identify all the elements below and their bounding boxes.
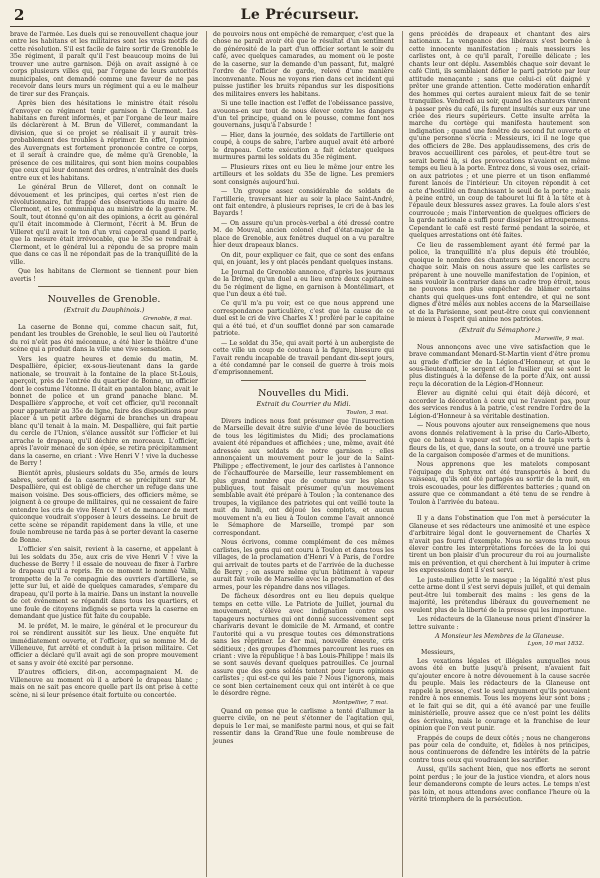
page-number: 2 — [14, 6, 25, 24]
paragraph: Le général Brun de Villeret, dont on connaît le dévouement et les principes, qui certes n'est rien de révolutionnaire, fut frappé des observations du maire de Clermont, et les communiqua au ministre de la guerre. M. Soult, tout étonné qu'on ait des opinions, a écrit au général qu'il était incommode à Clermont, l'écrit à M. Brun de Villeret qu'il avait le ton d'un vrai caporal quand il parle, que la mesure était irrévocable, que le 35e se rendrait à Clermont, et le général lui a répondu de sa propre main que dans ce cas il ne répondait pas de la tranquillité de la ville. — [10, 184, 198, 266]
paragraph: — Hier, dans la journée, des soldats de l'artillerie ont coupé, à coups de sabre, l'arbre auquel avait été arboré le drapeau. Cette exécution a fait éclater quelques murmures parmi les soldats du 35e régiment. — [213, 131, 394, 162]
paragraph: Après bien des hésitations le ministre était résolu d'envoyer ce régiment tenir garnison à Clermont. Les habitans en furent informés, et par l'organe de leur maire ils déclarèrent à M. Brun de Villeret, commandant la division, que si ce projet se réalisait il y aurait très-probablement des troubles à réprimer. En effet, l'opinion des Auvergnats est fortement prononcée contre ce corps, et il serait à craindre que, de même qu'à Grenoble, la présence de ces militaires, qui sont bien moins coupables que ceux qui leur donnent des ordres, n'entraînât des duels entre eux et les habitans. — [10, 100, 198, 182]
dateline: Toulon, 3 mai. — [346, 409, 388, 416]
column-right — [402, 31, 590, 877]
paragraph: Vers les quatre heures et demie du matin, M. Despallière, épicier, ex-sous-lieutenant dans la garde nationale, se trouvait à la fontaine de la place St-Louis, aperçoit, près de l'entrée du quartier de Bonne, un officier dont le costume l'étonne. Il était en pantalon blanc, avait le bonnet de police et un grand panache blanc. M. Despallière s'approche, et voit cet officier, qu'il reconnaît pour appartenir au 35e de ligne, faire des dispositions pour placer à un petit arbre dégarni de branches un drapeau blanc qu'il tenait à la main. M. Despallière, qui fait partie du cercle de l'Union, s'élance aussitôt sur l'officier et lui arrache le drapeau, qu'il déchire en morceaux. L'officier, après l'avoir menacé de son épée, se retira précipitamment dans la caserne, en criant : Vive Henri V ! vive la duchesse de Berry ! — [10, 355, 198, 468]
newspaper-title: Le Précurseur. — [240, 7, 360, 23]
section-divider — [241, 380, 366, 381]
section-source: Extrait du Courrier du Midi. — [256, 399, 351, 408]
paragraph: D'autres officiers, dit-on, accompagnaient M. de Villeneuve au moment où il a arboré le drapeau blanc ; mais on ne sait pas encore quelle part ils ont prise à cette scène, ni si leur présence était fortuite ou concertée. — [10, 669, 198, 699]
section-source: (Extrait du Sémaphore.) — [458, 325, 541, 334]
paragraph: Les vexations légales et illégales auxquelles nous avons été en butte jusqu'à présent, n'avaient fait qu'ajouter encore à notre dévouement à la cause sacrée du peuple. Mais les rédacteurs de la Glaneuse ont rappelé la presse, c'est le seul argument qu'ils pouvaient rendre à nos ennemis. Tous les moyens leur sont bons ; et le fait qui se dit, qui a été avancé par une feuille ministérielle, prouve assez que ce n'est point les délits des écrivains, mais le courage et la franchise de leur opinion que l'on veut punir. — [409, 657, 590, 733]
dateline: Marseille, 9 mai. — [534, 335, 584, 342]
paragraph: Que les habitans de Clermont se tiennent pour bien avertis ! — [10, 268, 198, 283]
section-divider — [38, 286, 170, 287]
masthead — [10, 4, 590, 27]
section-source: (Extrait du Dauphinois.) — [63, 305, 145, 314]
paragraph: — Nous pouvons ajouter aux renseignemens que nous avons donnés relativement à la prise du Carlo-Alberto, que ce bateau à vapeur est tout orné de tapis verts à fleurs de lis, et que, dans la soute, on a trouvé une partie de la cargaison composée d'armes et de munitions. — [409, 422, 590, 460]
paragraph: Les rédacteurs de la Glaneuse nous prient d'insérer la lettre suivante : — [409, 616, 590, 631]
section-divider — [469, 510, 530, 511]
paragraph: brave de l'armée. Les duels qui se renouvellent chaque jour entre les habitans et les militaires sont les vrais motifs de cette résolution. S'il est facile de faire sortir de Grenoble le 35e régiment, il paraît qu'il l'est beaucoup moins de lui trouver une autre garnison. Déjà on avait assigné à ce corps plusieurs villes qui, par l'organe de leurs autorités municipales, ont demandé comme une faveur de ne pas recevoir dans leurs murs un régiment qui a eu le malheur de tirer sur des Français. — [10, 31, 198, 98]
paragraph: Bientôt après, plusieurs soldats du 35e, armés de leurs sabres, sortent de la caserne et se précipitent sur M. Despallière, qui est obligé de chercher un refuge dans une maison voisine. Des sous-officiers, des officiers même, se joignent à ce groupe de militaires, qui ne cessaient de faire entendre les cris de vive Henri V ! et de menacer de mort quiconque voudrait s'opposer à leurs desseins. Le bruit de cette scène se répandit rapidement dans la ville, et une foule nombreuse ne tarda pas à se porter devant la caserne de Bonne. — [10, 469, 198, 544]
column-middle — [206, 31, 394, 877]
dateline: Lyon, 10 mai 1832. — [527, 640, 584, 647]
paragraph: Frappés de coups de deux côtés ; nous ne changerons pas pour cela de conduite, et, fidèles à nos principes, nous continuerons de défendre les intérêts de la patrie contre tous ceux qui voudraient les sacrifier. — [409, 734, 590, 764]
paragraph: Ce qu'il m'a pu voir, est ce que nous apprend une correspondance particulière, c'est que la cause de ce duel est le cri de vive Charles X ! proféré par le capitaine qui a été tué, et d'un soufflet donné par son camarade patriote. — [213, 300, 394, 338]
paragraph: L'officier s'en saisit, revient à la caserne, et appelant à lui les soldats du 35e, aux cris de vive Henri V ! vive la duchesse de Berry ! il essaie de nouveau de fixer à l'arbre le drapeau qu'il a repris. En ce moment le nommé Valin, trompette de la 7e compagnie des ouvriers d'artillerie, se jette sur lui, et aidé de quelques camarades, s'empare du drapeau, qu'il porte à la mairie. Dans un instant la nouvelle de cet événement se répandit dans tous les quartiers, et une foule de citoyens indignés se porta vers la caserne en demandant que justice fût faite du coupable. — [10, 546, 198, 621]
paragraph: De fâcheux désordres ont eu lieu depuis quelque temps en cette ville. Le Patriote de Juillet, journal du mouvement, s'élève avec indignation contre ces tapageurs nocturnes qui ont donné successivement sept charivaris devant le domicile de M. Armand, et contre l'autorité qui a vu presque toutes ces démonstrations sans les réprimer. Le 4er mai, nouvelle émeute, cris séditieux ; des groupes d'hommes parcourent les rues en criant : vive la république ! à bas Louis-Philippe ! mais ils se sont sauvés devant quelques patrouilles. Ce journal assure que des gens soldés tentent pour leurs opinions carlistes ; qui est-ce qui les paie ? Nous l'ignorons, mais ce sont bien certainement ceux qui ont intérêt à ce que le désordre règne. — [213, 593, 394, 698]
paragraph: Le juste-milieu jette le masque ; la légalité n'est plus cette arme dont il s'est servi depuis juillet, et qui demain peut-être lui tomberait des mains : les gens de la majorité, les prétendus libéraux du gouvernement ne veulent plus de la liberté de la presse qui les importune. — [409, 576, 590, 614]
paragraph: Quand on pense que le carlisme a tenté d'allumer la guerre civile, on ne peut s'étonner de l'agitation qui, depuis le 1er mai, se manifeste parmi nous, et qui se fait ressentir dans la Grand'Rue une foule nombreuse de jeunes — [213, 707, 394, 745]
paragraph: Ce lieu de rassemblement ayant été fermé par la police, la tranquillité n'a plus depuis été troublée, quoique le nombre des chanteurs se soit encore accru chaque soir. Mais on nous assure que les carlistes se préparent à une nouvelle manifestation de l'opinion, et sans vouloir la contrarier dans un cadre trop étroit, nous ne pouvons non plus empêcher de blâmer certains chants qui quelques-uns font entendre, et qui ne sont dignes d'être mêlés aux nobles accens de la Marseillaise et de la Parisienne, sont peut-être ceux qui conviennent le mieux à l'esprit qui anime nos patriotes. — [409, 241, 590, 324]
paragraph: — On assure qu'un procès-verbal a été dressé contre M. de Mouval, ancien colonel chef d'état-major de la place de Grenoble, aux fenêtres duquel on a vu paraître hier deux drapeaux blancs. — [213, 219, 394, 250]
section-title-midi: Nouvelles du Midi. — [258, 387, 349, 399]
paragraph: M. le préfet, M. le maire, le général et le procureur du roi se rendirent aussitôt sur les lieux. Une enquête fut immédiatement ouverte, et l'officier, qui se nomme M. de Villeneuve, fut arrêté et conduit à la prison militaire. Cet officier a déclaré qu'il avait agi de son propre mouvement et sans y avoir été excité par personne. — [10, 622, 198, 667]
paragraph: — Plusieurs rixes ont eu lieu le même jour entre les artilleurs et les soldats du 35e de ligne. Les premiers sont consignés aujourd'hui. — [213, 163, 394, 186]
paragraph: Nous apprenons que les matelots composant l'équipage du Sphynx ont été transportés à bord du vaisseau, qu'ils ont été partagés au sortir de la nuit, en trois escouades, pour les différentes batteries ; quand on assure que ce commandant a été tenu de se rendre à Toulon à l'arrivée du bateau. — [409, 461, 590, 506]
paragraph: Si une telle inaction est l'effet de l'obéissance passive, avouons-en sur tout de nous élever contre les dangers d'un tel principe, quand on le pousse, comme font nos gouvernans, jusqu'à l'absurde ! — [213, 100, 394, 130]
section-title-grenoble: Nouvelles de Grenoble. — [47, 293, 161, 305]
paragraph: Le Journal de Grenoble annonce, d'après les journaux de la Drôme, qu'un duel a eu lieu entre deux capitaines du 5e régiment de ligne, en garnison à Montélimart, et que l'un deux a été tué. — [213, 268, 394, 298]
paragraph: La caserne de Bonne qui, comme chacun sait, fut, pendant les troubles de Grenoble, le seul lieu où l'autorité du roi n'eût pas été méconnue, a été hier le théâtre d'une scène qui a produit dans la ville une vive sensation. — [10, 323, 198, 354]
paragraph: Élever au dignité celui qui était déjà décoré, et accorder la décoration à ceux qui ne l'avaient pas, pour des services rendus à la patrie, c'est rendre l'ordre de la Légion-d'Honneur à sa véritable destination. — [409, 390, 590, 420]
paragraph: — Le soldat du 35e, qui avait porté à un aubergiste de cette ville un coup de couteau à la figure, blessure qui l'avait rendu incapable de travail pendant dix-sept jours, a été condamné par le conseil de guerre à trois mois d'emprisonnement. — [213, 339, 394, 377]
paragraph: de pouvoirs nous ont empêché de remarquer, c'est que la chose ne paraît avoir été que le résultat d'un sentiment de générosité de la part d'un officier sortant le soir du café, avec quelques camarades, au moment où le poste de la caserne, sur la demande d'un passant, fut, malgré l'ordre de l'officier de garde, relevé d'une manière inconvenante. Nous ne voyons rien dans cet incident qui puisse justifier les bruits répandus sur les dispositions des militaires envers les habitans. — [213, 31, 394, 98]
paragraph: — Un groupe assez considérable de soldats de l'artillerie, traversant hier au soir la place Saint-André, ont fait entendre, à plusieurs reprises, le cri de à bas les Bayards ! — [213, 188, 394, 218]
paragraph: Nous annonçons avec une vive satisfaction que le brave commandant Menard-St-Martin vient d'être promu au grade d'officier de la Légion-d'Honneur, et que le sous-lieutenant, le sergent et le fusilier qui se sont le plus distingués à la défense de la porte d'Aix, ont aussi reçu la décoration de la Légion-d'Honneur. — [409, 343, 590, 388]
article-columns — [10, 31, 590, 877]
letter-salutation: Messieurs, — [421, 648, 456, 656]
paragraph: Divers indices nous font présumer que l'insurrection de Marseille devait être suivie d'une levée de boucliers de tous les légitimistes du Midi; des proclamations avaient été répandues et affichées ; une, même, avait été adressée aux soldats de notre garnison : elles annonçaient un mouvement pour le jour de la Saint-Philippe ; effectivement, le jour des carlistes à l'annonce de l'échauffourée de Marseille, leur rassemblement en plus grand nombre que de coutume sur les places publiques, tout faisait présumer qu'un mouvement semblable avait été préparé à Toulon ; la contenance des troupes, la vigilance des patriotes qui ont veillé toute la nuit du lundi, ont déjoué les complots, et aucun mouvement n'a eu lieu à Toulon comme l'avait annoncé le Sémaphore de Marseille, trompé par son correspondant. — [213, 417, 394, 537]
column-left — [10, 31, 198, 877]
dateline: Montpellier, 7 mai. — [332, 699, 388, 706]
letter-title: A Monsieur les Membres de la Glaneuse. — [435, 632, 564, 640]
paragraph: Nous écrivons, comme complément de ces mêmes carlistes, les gens qui ont couru à Toulon et dans tous les villages, de la proclamation d'Henri V à Paris, de l'ordre qui arrivait de toutes parts et de l'arrivée de la duchesse de Berry ; on assure même qu'un bâtiment à vapeur aurait fait voile de Marseille avec la proclamation et des armes, pour les répandre dans nos villages. — [213, 539, 394, 591]
paragraph: Aussi, qu'ils sachent bien, que nos efforts ne seront point perdus ; le jour de la justice viendra, et alors nous leur demanderons compte de leurs actes. Le temps n'est pas loin, et nous attendons avec confiance l'heure où la vérité triomphera de la persécution. — [409, 766, 590, 804]
paragraph: gens précédés de drapeaux et chantant des airs nationaux. La vengeance des libéraux s'est bornée à cette innocente manifestation ; mais messieurs les carlistes ont, à ce qu'il paraît, l'oreille délicate ; les chants leur ont déplu. Assemblés chaque soir devant le café Cinti, ils semblaient défier le parti patriote par leur attitude menaçante ; sans que celui-ci eût daigné y prêter une grande attention. Cette modération enhardit des hommes qui certes auraient mieux fait de se tenir tranquilles. Vendredi au soir, quand les chanteurs vinrent à passer près du café, ils furent insultés sur eux par une criée des rieurs supérieurs. Cette insulte arrêta la marche du cortège qui manifesta hautement son indignation ; quand une fenêtre du second fut ouverte et qu'une personne s'écria : Messieurs, ici il ne loge que des officiers de 28e. Des applaudissemens, des cris de bravos accueillirent ces paroles, et peut-être tout se serait borné là, si des provocations n'avaient en même temps eu lieu à la porte. Entrez donc, si vous osez, criait-on aux patriotes ; et une pierre et un tison enflammé furent lancés de l'intérieur. Un citoyen répondit à cet acte d'hostilité en franchissant le seuil de la porte ; mais à peine entré, un coup de tabouret lui fit à la tête et à l'épaule deux blessures assez graves. La foule alors s'est courroucée ; mais l'intervention de quelques officiers de la garde nationale a suffi pour dissiper les attroupemens. Cependant le café est resté fermé pendant la soirée, et quelques arrestations ont été faites. — [409, 31, 590, 240]
paragraph: On dit, pour expliquer ce fait, que ce sont des enfans qui, en jouant, les y ont placés pendant quelques instans. — [213, 251, 394, 267]
paragraph: Il y a dans l'obstination que l'on met à persécuter la Glaneuse et ses rédacteurs une animosité et une espèce d'arbitraire légal dont le gouvernement de Charles X n'avait pas fourni d'exemple. Nous ne savons trop nous élever contre les interprétations forcées de la loi qui tirent un bon plaisir d'un procureur du roi au journaliste mis en prévention, et qui cherchent à lui imputer à crime les expressions dont il s'est servi. — [409, 515, 590, 575]
dateline: Grenoble, 8 mai. — [143, 315, 192, 322]
